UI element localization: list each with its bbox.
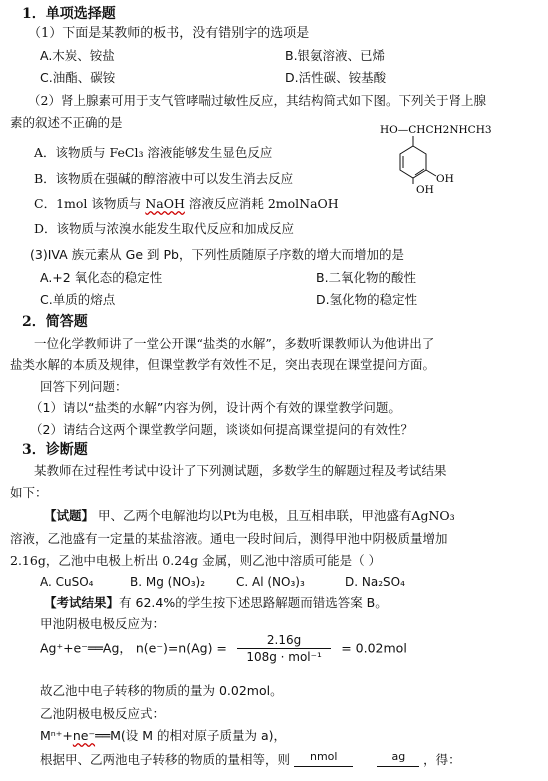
test-option-b: B. Mg (NO₃)₂ (130, 575, 206, 589)
q3-stem: (3)IVA 族元素从 Ge 到 Pb，下列性质随原子序数的增大而增加的是 (30, 247, 404, 262)
section-1-heading: 1．单项选择题 (22, 6, 116, 22)
eq1-fraction (237, 632, 331, 665)
q3-option-b: B.二氧化物的酸性 (316, 270, 417, 285)
work-line-2: 故乙池中电子转移的物质的量为 0.02mol。 (40, 683, 283, 698)
w5-num2: ag (377, 748, 419, 767)
test-line2: 溶液，乙池盛有一定量的某盐溶液。通电一段时间后，测得甲池中阴极质量增加 (10, 531, 448, 546)
q1-stem: （1）下面是某教师的板书，没有错别字的选项是 (28, 26, 310, 41)
q2-option-c (34, 195, 548, 213)
s2-paragraph-line2: 盐类水解的本质及规律，但课堂教学有效性不足，突出表现在课堂提问方面。 (10, 357, 436, 372)
result-tag: 【考试结果】 (44, 595, 120, 610)
q1-option-c: C.油酯、碳铵 (40, 70, 116, 85)
work-equation-1 (40, 632, 548, 665)
work-line-1: 甲池阴极电极反应为： (40, 616, 166, 631)
q2-option-b: B．该物质在强碱的醇溶液中可以发生消去反应 (34, 171, 294, 186)
s3-intro-line2: 如下： (10, 485, 48, 500)
structure-side-chain-label: HO—CHCH2NHCH3 (380, 124, 492, 136)
q2-option-c-post: 溶液反应消耗 2molNaOH (184, 196, 339, 211)
q2-option-a: A．该物质与 FeCl₃ 溶液能够发生显色反应 (34, 145, 273, 160)
test-tag: 【试题】 (44, 508, 95, 523)
s2-paragraph-line1: 一位化学教师讲了一堂公开课“盐类的水解”，多数听课教师认为他讲出了 (34, 336, 435, 351)
work-line-5 (40, 748, 548, 769)
structure-oh-lower: OH (416, 184, 434, 195)
eq1-left: Ag⁺+e⁻══Ag， n(e⁻)=n(Ag) = (40, 640, 227, 656)
s3-intro-line1: 某教师在过程性考试中设计了下列测试题，多数学生的解题过程及考试结果 (34, 463, 447, 478)
q1-option-a: A.木炭、铵盐 (40, 48, 115, 63)
eq1-right: = 0.02mol (341, 640, 407, 656)
work-line-4 (40, 727, 548, 745)
test-line1 (44, 507, 548, 525)
s2-question-1: （1）请以“盐类的水解”内容为例，设计两个有效的课堂教学问题。 (30, 400, 401, 415)
w4-pre: Mⁿ⁺+ (40, 728, 73, 743)
q2-option-d: D．该物质与浓溴水能发生取代反应和加成反应 (34, 221, 295, 236)
test-text-1: 甲、乙两个电解池均以Pt为电极，且互相串联，甲池盛有AgNO₃ (94, 508, 455, 523)
q2-option-c-pre: C．1mol 该物质与 (34, 196, 146, 211)
eq1-denominator: 108g · mol⁻¹ (246, 650, 322, 664)
q3-option-a: A.+2 氧化态的稳定性 (40, 270, 163, 285)
w5-num1: nmol (294, 748, 353, 767)
result-line (44, 594, 548, 612)
work-line-3: 乙池阴极电极反应式： (40, 706, 166, 721)
q1-option-d: D.活性碳、铵基酸 (285, 70, 387, 85)
eq1-numerator: 2.16g (237, 632, 331, 649)
result-text: 有 62.4%的学生按下述思路解题而错选答案 B。 (119, 595, 388, 610)
w5-post: ，得： (423, 752, 461, 767)
w5-pre: 根据甲、乙两池电子转移的物质的量相等，则 (40, 752, 291, 767)
q2-stem-line1: （2）肾上腺素可用于支气管哮喘过敏性反应，其结构简式如下图。下列关于肾上腺 (28, 93, 486, 108)
q3-option-d: D.氢化物的稳定性 (316, 292, 418, 307)
section-2-heading: 2．简答题 (22, 314, 88, 330)
s2-answer-prompt: 回答下列问题： (40, 379, 128, 394)
section-3-heading: 3．诊断题 (22, 442, 88, 458)
q1-option-b: B.银氨溶液、已烯 (285, 48, 386, 63)
test-option-d: D. Na₂SO₄ (345, 575, 405, 589)
test-line3: 2.16g，乙池中电极上析出 0.24g 金属，则乙池中溶质可能是（ ） (10, 553, 382, 568)
structure-oh-upper: OH (436, 173, 454, 185)
s2-question-2: （2）请结合这两个课堂教学问题，谈谈如何提高课堂提问的有效性？ (30, 422, 413, 437)
test-option-a: A. CuSO₄ (40, 575, 94, 589)
q2-stem-line2: 素的叙述不正确的是 (10, 115, 123, 130)
w4-ne: ne⁻ (72, 728, 96, 743)
test-option-c: C. Al (NO₃)₃ (236, 575, 305, 589)
q3-option-c: C.单质的熔点 (40, 292, 116, 307)
w4-post: ══M(设 M 的相对原子质量为 a)， (95, 728, 287, 743)
q2-option-c-naoh: NaOH (145, 196, 185, 211)
